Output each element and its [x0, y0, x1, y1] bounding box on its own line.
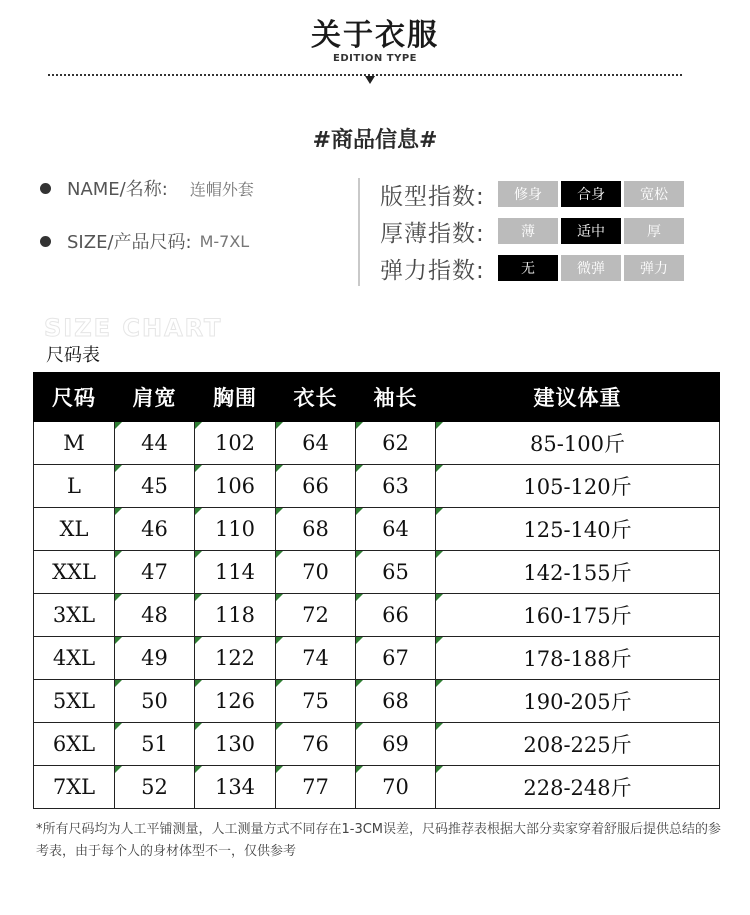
table-cell: 7XL	[34, 766, 115, 809]
table-cell: 64	[356, 508, 436, 551]
bullet-dot-icon	[40, 183, 51, 194]
info-row-size	[40, 226, 249, 256]
table-cell: 65	[356, 551, 436, 594]
table-cell: 77	[276, 766, 356, 809]
table-cell: 110	[195, 508, 276, 551]
index-option: 厚	[624, 218, 684, 244]
table-cell: 62	[356, 422, 436, 465]
info-row-name	[40, 173, 254, 203]
table-cell: 68	[356, 680, 436, 723]
table-cell: 63	[356, 465, 436, 508]
index-option: 宽松	[624, 181, 684, 207]
table-cell: 47	[115, 551, 195, 594]
size-chart-caption: 尺码表	[46, 345, 100, 366]
table-cell: 130	[195, 723, 276, 766]
table-cell: 134	[195, 766, 276, 809]
table-header-row	[34, 373, 720, 422]
table-cell: 4XL	[34, 637, 115, 680]
table-cell: 70	[276, 551, 356, 594]
table-cell: 66	[276, 465, 356, 508]
table-cell: 85-100斤	[436, 422, 720, 465]
size-label: SIZE/产品尺码:	[67, 232, 192, 253]
index-option: 修身	[498, 181, 558, 207]
index-row	[380, 178, 687, 210]
table-cell: 69	[356, 723, 436, 766]
table-cell: XXL	[34, 551, 115, 594]
table-cell: 105-120斤	[436, 465, 720, 508]
table-cell: XL	[34, 508, 115, 551]
table-cell: 76	[276, 723, 356, 766]
size-value: M-7XL	[199, 231, 250, 251]
index-label: 厚薄指数:	[380, 220, 485, 247]
table-row	[34, 422, 720, 465]
table-cell: 106	[195, 465, 276, 508]
table-cell: 122	[195, 637, 276, 680]
table-cell: 66	[356, 594, 436, 637]
size-chart-watermark: SIZE CHART	[44, 314, 223, 342]
table-cell: 70	[356, 766, 436, 809]
column-header: 肩宽	[115, 373, 195, 422]
table-row	[34, 680, 720, 723]
table-cell: 68	[276, 508, 356, 551]
table-row	[34, 465, 720, 508]
table-cell: 142-155斤	[436, 551, 720, 594]
table-cell: 6XL	[34, 723, 115, 766]
table-row	[34, 637, 720, 680]
index-label: 版型指数:	[380, 183, 485, 210]
table-cell: 50	[115, 680, 195, 723]
table-cell: L	[34, 465, 115, 508]
table-row	[34, 551, 720, 594]
triangle-down-icon	[365, 76, 375, 84]
name-label: NAME/名称:	[67, 179, 168, 200]
index-option: 微弹	[561, 255, 621, 281]
table-cell: 118	[195, 594, 276, 637]
index-option-selected: 适中	[561, 218, 621, 244]
table-cell: 160-175斤	[436, 594, 720, 637]
table-cell: 228-248斤	[436, 766, 720, 809]
index-option-selected: 合身	[561, 181, 621, 207]
column-header: 衣长	[276, 373, 356, 422]
table-cell: 178-188斤	[436, 637, 720, 680]
column-header: 尺码	[34, 373, 115, 422]
table-cell: 126	[195, 680, 276, 723]
size-footnote: *所有尺码均为人工平铺测量，人工测量方式不同存在1-3CM误差，尺码推荐表根据大部分卖家穿着舒服后提供总结的参考表，由于每个人的身材体型不一，仅供参考	[36, 822, 722, 859]
index-option: 弹力	[624, 255, 684, 281]
table-cell: 52	[115, 766, 195, 809]
index-label: 弹力指数:	[380, 257, 485, 284]
table-cell: 51	[115, 723, 195, 766]
table-cell: 3XL	[34, 594, 115, 637]
table-cell: M	[34, 422, 115, 465]
table-cell: 190-205斤	[436, 680, 720, 723]
index-option: 薄	[498, 218, 558, 244]
table-cell: 49	[115, 637, 195, 680]
table-row	[34, 723, 720, 766]
table-row	[34, 594, 720, 637]
table-cell: 44	[115, 422, 195, 465]
table-cell: 64	[276, 422, 356, 465]
table-cell: 67	[356, 637, 436, 680]
table-row	[34, 508, 720, 551]
vertical-divider	[358, 178, 360, 286]
name-value: 连帽外套	[189, 179, 254, 199]
table-cell: 45	[115, 465, 195, 508]
index-row	[380, 215, 687, 247]
index-option-selected: 无	[498, 255, 558, 281]
table-cell: 102	[195, 422, 276, 465]
table-cell: 74	[276, 637, 356, 680]
table-cell: 75	[276, 680, 356, 723]
edition-type-subtitle: EDITION TYPE	[333, 53, 417, 64]
table-cell: 72	[276, 594, 356, 637]
index-row	[380, 252, 687, 284]
column-header: 胸围	[195, 373, 276, 422]
table-cell: 208-225斤	[436, 723, 720, 766]
bullet-dot-icon	[40, 236, 51, 247]
page-title: 关于衣服	[311, 18, 439, 53]
table-row	[34, 766, 720, 809]
column-header: 袖长	[356, 373, 436, 422]
size-table	[33, 372, 720, 809]
table-cell: 114	[195, 551, 276, 594]
table-cell: 46	[115, 508, 195, 551]
table-cell: 125-140斤	[436, 508, 720, 551]
table-cell: 48	[115, 594, 195, 637]
column-header: 建议体重	[436, 373, 720, 422]
section-title-product-info: #商品信息#	[312, 128, 438, 153]
table-cell: 5XL	[34, 680, 115, 723]
